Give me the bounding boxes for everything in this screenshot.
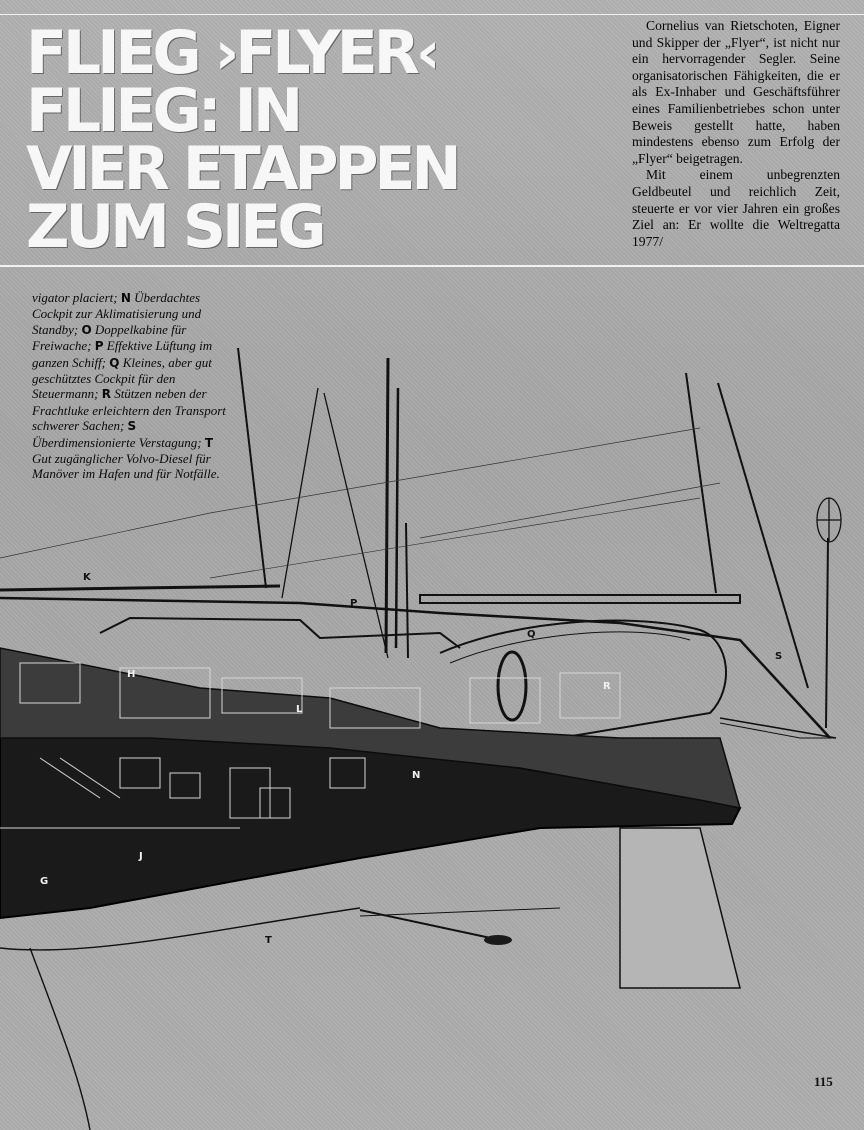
drawing-label-g: G bbox=[40, 876, 49, 887]
caption-text-s: Überdimensionierte Verstagung; bbox=[32, 434, 205, 450]
headline-line-1: FLIEG ›FLYER‹ bbox=[26, 18, 437, 88]
caption-text-t: Gut zugänglicher Volvo-Diesel für Manöver im Hafen und für Notfälle. bbox=[32, 451, 220, 482]
top-rule bbox=[0, 14, 864, 15]
caption-text-n: Überdachtes Cockpit zur Aklimatisierung und Standby; bbox=[32, 290, 202, 337]
page-number: 115 bbox=[814, 1074, 833, 1089]
legend-caption bbox=[32, 290, 230, 482]
caption-key-s: S bbox=[127, 419, 137, 434]
headline bbox=[26, 18, 606, 262]
drawing-label-k: K bbox=[83, 572, 91, 583]
caption-key-r: R bbox=[101, 387, 111, 402]
caption-lead: vigator placiert; bbox=[32, 290, 121, 305]
headline-line-4: ZUM SIEG bbox=[26, 192, 323, 262]
caption-key-p: P bbox=[94, 339, 104, 354]
intro-column bbox=[632, 18, 840, 250]
headline-line-2: FLIEG: IN bbox=[26, 76, 300, 146]
caption-key-t: T bbox=[204, 435, 214, 450]
drawing-label-l: L bbox=[296, 704, 303, 715]
drawing-label-p: P bbox=[350, 598, 358, 609]
intro-paragraph-2: Mit einem unbegrenzten Geldbeutel und reichlich Zeit, steuerte er vor vier Jahren ein großes Ziel an: Er wollte die Weltregatta 1977/ bbox=[632, 167, 840, 249]
caption-key-o: O bbox=[81, 322, 92, 337]
caption-text-q: Kleines, aber gut geschütztes Cockpit für den Steuermann; bbox=[32, 354, 212, 402]
drawing-label-j: J bbox=[139, 851, 143, 862]
caption-text-p: Effektive Lüftung im ganzen Schiff; bbox=[32, 338, 213, 370]
drawing-label-q: Q bbox=[527, 629, 536, 640]
caption-text-o: Doppelkabine für Freiwache; bbox=[32, 321, 187, 354]
caption-key-n: N bbox=[120, 291, 131, 305]
intro-paragraph-1: Cornelius van Rietschoten, Eigner und Skipper der „Flyer“, ist nicht nur ein hervorragender Segler. Seine organisatorischen Fähigkeiten, die er als Ex-Inhaber und Geschäftsführer eines Familienbetriebes schon unter Beweis gestellt hatte, haben mindestens ebenso zum Erfolg der „Flyer“ beigetragen. bbox=[632, 18, 840, 166]
drawing-label-h: H bbox=[127, 669, 136, 680]
caption-text-r: Stützen neben der Frachtluke erleichtern den Transport schwerer Sachen; bbox=[32, 386, 226, 434]
drawing-label-s: S bbox=[775, 651, 783, 662]
caption-key-q: Q bbox=[109, 355, 120, 370]
headline-line-3: VIER ETAPPEN bbox=[26, 134, 458, 204]
drawing-label-r: R bbox=[603, 681, 611, 692]
drawing-label-n: N bbox=[412, 770, 421, 781]
section-rule bbox=[0, 265, 864, 267]
drawing-label-t: T bbox=[265, 935, 272, 946]
